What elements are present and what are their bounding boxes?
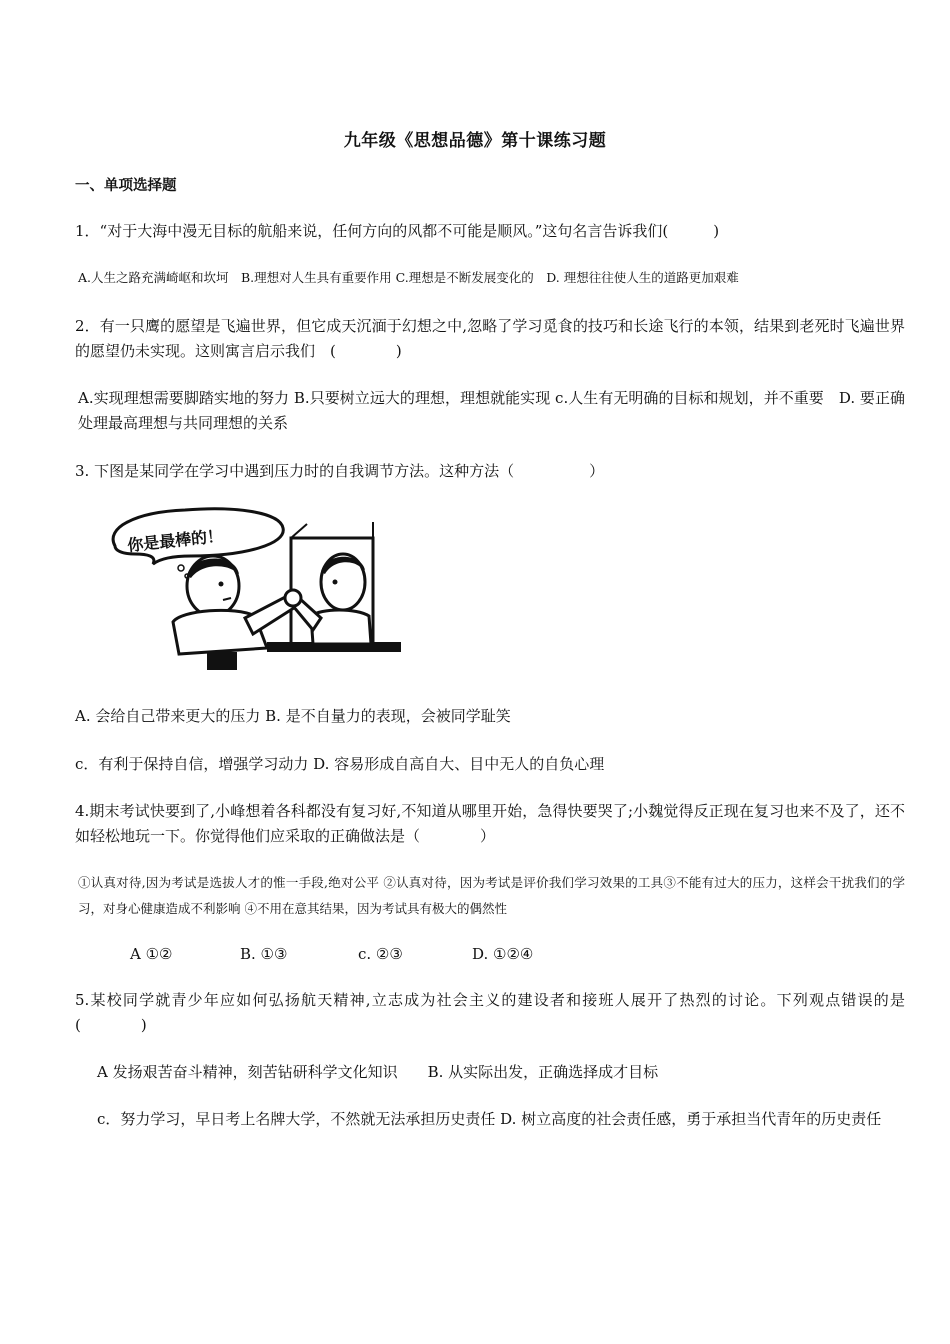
question-4-choice-d: D. ①②④ [472, 945, 534, 963]
section-heading: 一、单项选择题 [75, 177, 177, 194]
question-4-choice-c: c. ②③ [358, 945, 403, 963]
question-2-stem: 2．有一只鹰的愿望是飞遍世界，但它成天沉湎于幻想之中,忽略了学习觅食的技巧和长途飞行的本领，结果到老死时飞遍世界的愿望仍未实现。这则寓言启示我们 ( ) [75, 317, 905, 360]
question-5-options-ab: A 发扬艰苦奋斗精神，刻苦钻研科学文化知识 B. 从实际出发，正确选择成才目标 [97, 1063, 659, 1081]
question-5-options-cd: c．努力学习，早日考上名牌大学，不然就无法承担历史责任 D. 树立高度的社会责任感，勇于承担当代青年的历史责任 [97, 1110, 882, 1128]
question-1-stem: 1．“对于大海中漫无目标的航船来说，任何方向的风都不可能是顺风。”这句名言告诉我们( ) [75, 222, 720, 240]
question-3-options-ab: A. 会给自己带来更大的压力 B. 是不自量力的表现，会被同学耻笑 [75, 707, 511, 725]
question-4-choice-b: B. ①③ [240, 945, 288, 963]
document-title: 九年级《思想品德》第十课练习题 [343, 131, 607, 151]
question-1-options: A.人生之路充满崎岖和坎坷 B.理想对人生具有重要作用 C.理想是不断发展变化的 D. 理想往往使人生的道路更加艰难 [78, 270, 739, 285]
question-4-choice-a: A ①② [130, 945, 173, 963]
question-3-options-cd: c．有利于保持自信，增强学习动力 D. 容易形成自高自大、目中无人的自负心理 [75, 755, 605, 773]
mirror-cartoon-illustration [95, 498, 413, 676]
question-2-options: A.实现理想需要脚踏实地的努力 B.只要树立远大的理想，理想就能实现 c.人生有无明确的目标和规划，并不重要 D. 要正确处理最高理想与共同理想的关系 [78, 389, 905, 432]
question-4-stem: 4.期末考试快要到了,小峰想着各科都没有复习好,不知道从哪里开始，急得快要哭了;小魏觉得反正现在复习也来不及了，还不如轻松地玩一下。你觉得他们应采取的正确做法是（ ） [75, 802, 905, 845]
question-5-stem: 5.某校同学就青少年应如何弘扬航天精神,立志成为社会主义的建设者和接班人展开了热烈的讨论。下列观点错误的是( ) [75, 991, 905, 1034]
question-3-stem: 3. 下图是某同学在学习中遇到压力时的自我调节方法。这种方法（ ） [75, 462, 605, 480]
question-4-statements: ①认真对待,因为考试是选拔人才的惟一手段,绝对公平 ②认真对待，因为考试是评价我们学习效果的工具③不能有过大的压力，这样会干扰我们的学习，对身心健康造成不利影响 ④不用在意其结果，因为考试具有极大的偶然性 [78, 875, 905, 916]
speech-bubble-text: 你是最棒的！ [126, 526, 224, 556]
